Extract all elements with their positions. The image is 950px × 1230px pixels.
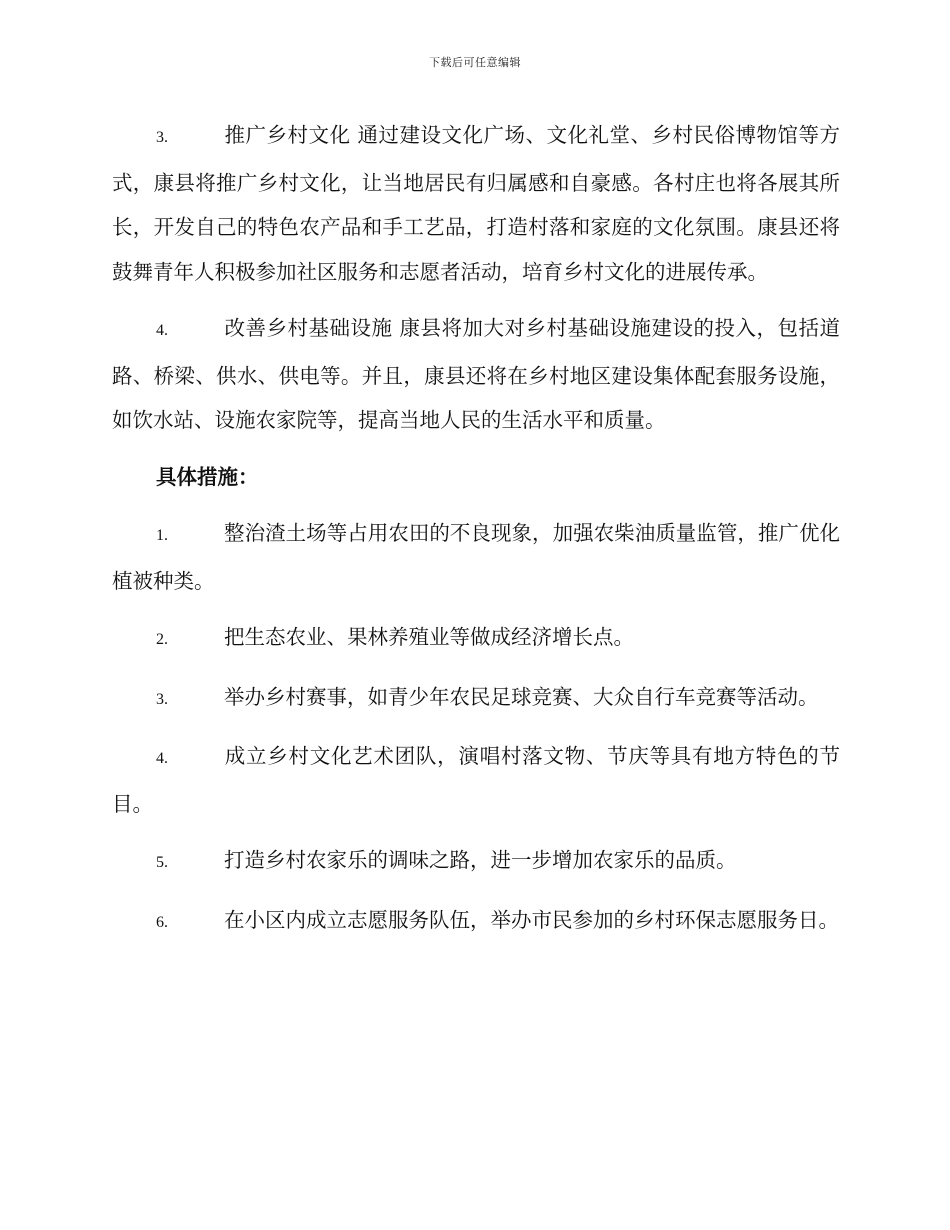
section-heading: 具体措施： xyxy=(156,464,259,489)
list-item-text: 成立乡村文化艺术团队，演唱村落文物、节庆等具有地方特色的节目。 xyxy=(112,744,840,816)
list-item-number: 3. xyxy=(156,690,168,708)
list-item-text: 举办乡村赛事，如青少年农民足球竞赛、大众自行车竞赛等活动。 xyxy=(224,684,819,709)
list-item xyxy=(112,898,840,946)
list-item xyxy=(112,675,840,723)
list-item-text: 整治渣土场等占用农田的不良现象，加强农柴油质量监管，推广优化植被种类。 xyxy=(112,521,840,593)
list-item-number: 5. xyxy=(156,854,168,871)
list-item-text: 把生态农业、果林养殖业等做成经济增长点。 xyxy=(224,625,634,649)
list-item-number: 4. xyxy=(156,322,168,339)
list-item-number: 1. xyxy=(156,527,168,544)
list-item-text: 推广乡村文化 通过建设文化广场、文化礼堂、乡村民俗博物馆等方式，康县将推广乡村文化，让当地居民有归属感和自豪感。各村庄也将各展其所长，开发自己的特色农产品和手工艺品，打造村落和家庭的文化氛围。康县还将鼓舞青年人积极参加社区服务和志愿者活动，培育乡村文化的进展传承。 xyxy=(112,123,840,284)
list-item xyxy=(112,615,840,663)
list-item-number: 4. xyxy=(156,750,168,767)
list-item xyxy=(112,838,840,886)
list-item-text: 打造乡村农家乐的调味之路，进一步增加农家乐的品质。 xyxy=(224,848,737,872)
list-item xyxy=(112,734,840,826)
page-header: 下载后可任意编辑 xyxy=(429,56,521,69)
list-item-number: 3. xyxy=(156,129,168,146)
document-body xyxy=(112,113,840,957)
list-item-text: 在小区内成立志愿服务队伍，举办市民参加的乡村环保志愿服务日。 xyxy=(224,907,839,932)
list-item-number: 2. xyxy=(156,631,168,648)
list-item xyxy=(112,306,840,443)
list-item-text: 改善乡村基础设施 康县将加大对乡村基础设施建设的投入，包括道路、桥梁、供水、供电等。并且，康县还将在乡村地区建设集体配套服务设施，如饮水站、设施农家院等，提高当地人民的生活水平和质量。 xyxy=(112,316,840,432)
list-item xyxy=(112,113,840,294)
list-item-number: 6. xyxy=(156,913,168,931)
list-item xyxy=(112,511,840,603)
